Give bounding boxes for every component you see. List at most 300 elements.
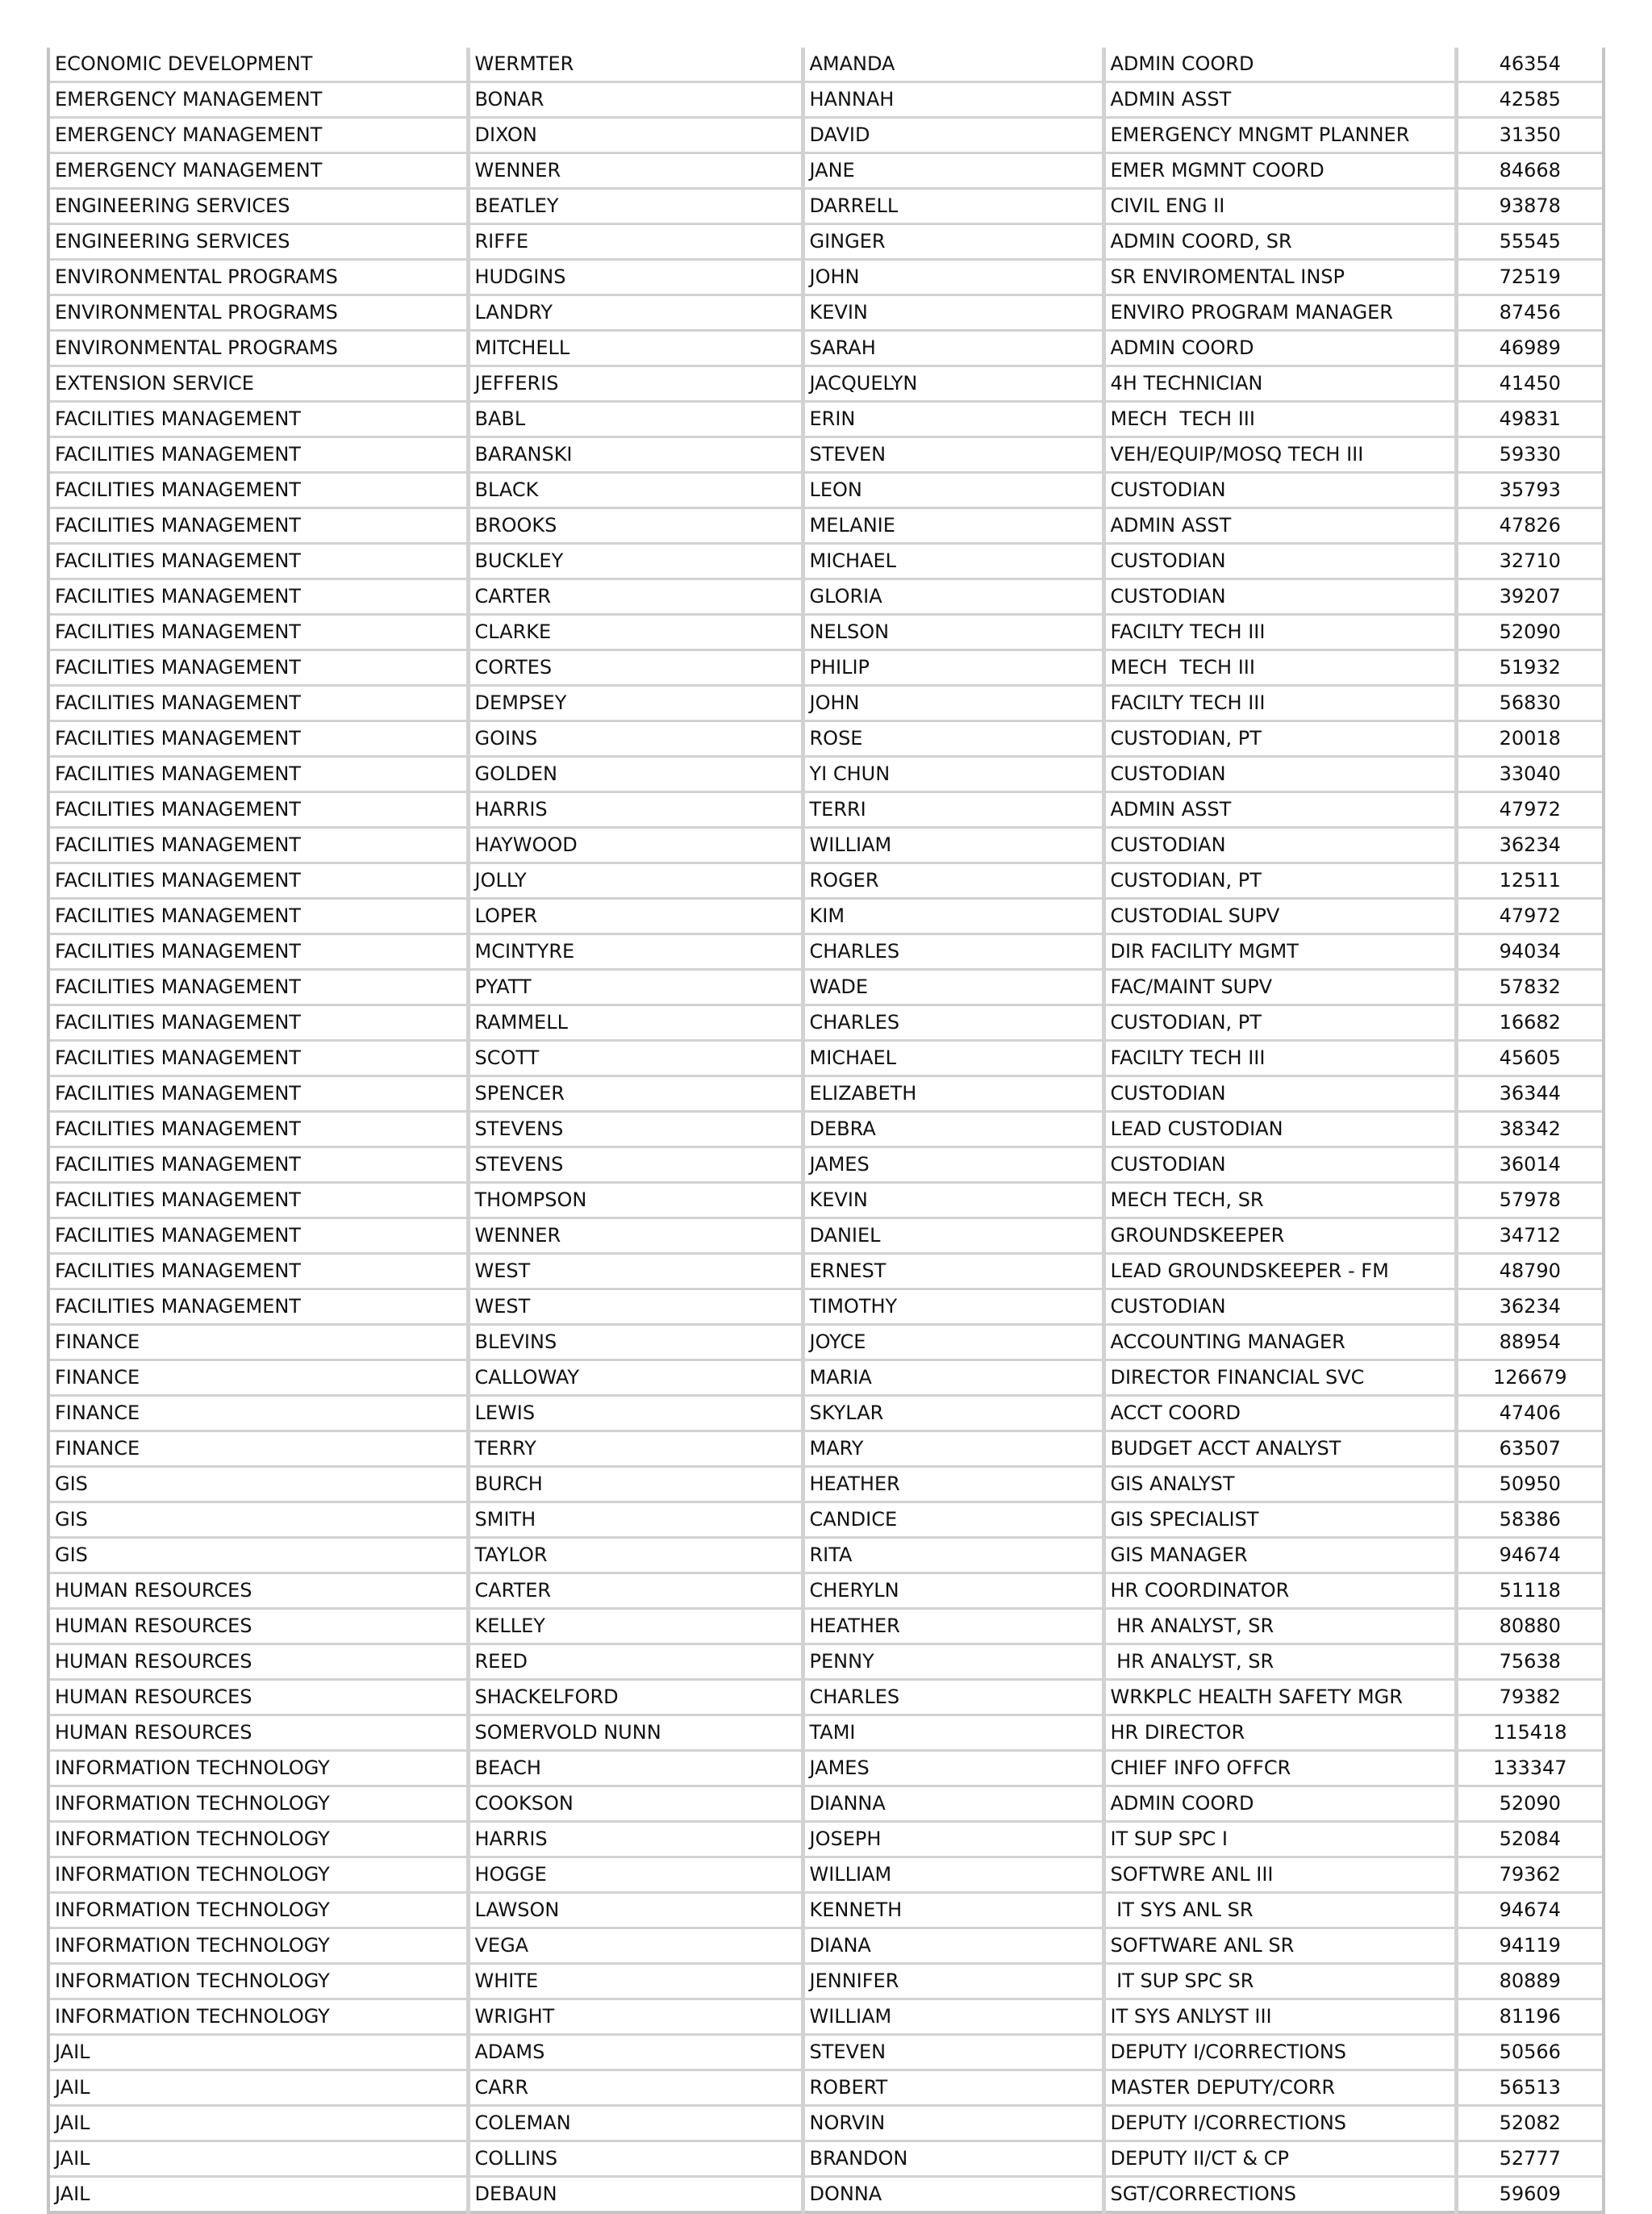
salary-cell: 94674 [1456, 1893, 1604, 1928]
table-row [48, 1289, 1604, 1325]
first-name-cell: SARAH [803, 331, 1103, 366]
job-title-cell: DEPUTY I/CORRECTIONS [1103, 2106, 1456, 2141]
last-name-cell: KELLEY [468, 1609, 803, 1644]
job-title-cell: CUSTODIAN [1103, 1076, 1456, 1112]
last-name-cell: SCOTT [468, 1041, 803, 1076]
department-cell: FACILITIES MANAGEMENT [48, 544, 468, 579]
first-name-cell: JOYCE [803, 1325, 1103, 1360]
department-cell: ENGINEERING SERVICES [48, 189, 468, 224]
last-name-cell: CARTER [468, 579, 803, 615]
table-row [48, 366, 1604, 402]
job-title-cell: FACILTY TECH III [1103, 1041, 1456, 1076]
last-name-cell: CALLOWAY [468, 1360, 803, 1396]
first-name-cell: GLORIA [803, 579, 1103, 615]
table-row [48, 1751, 1604, 1786]
first-name-cell: WILLIAM [803, 828, 1103, 863]
department-cell: FINANCE [48, 1431, 468, 1467]
table-row [48, 1325, 1604, 1360]
job-title-cell: MASTER DEPUTY/CORR [1103, 2070, 1456, 2106]
job-title-cell: SOFTWARE ANL SR [1103, 1928, 1456, 1964]
salary-cell: 45605 [1456, 1041, 1604, 1076]
last-name-cell: BARANSKI [468, 437, 803, 473]
department-cell: FACILITIES MANAGEMENT [48, 437, 468, 473]
last-name-cell: SOMERVOLD NUNN [468, 1715, 803, 1751]
job-title-cell: IT SYS ANLYST III [1103, 1999, 1456, 2035]
table-row [48, 2177, 1604, 2213]
job-title-cell: CUSTODIAN [1103, 757, 1456, 792]
job-title-cell: DIRECTOR FINANCIAL SVC [1103, 1360, 1456, 1396]
table-row [48, 934, 1604, 970]
table-row [48, 1928, 1604, 1964]
department-cell: GIS [48, 1538, 468, 1573]
first-name-cell: JAMES [803, 1147, 1103, 1183]
last-name-cell: HAYWOOD [468, 828, 803, 863]
department-cell: FACILITIES MANAGEMENT [48, 721, 468, 757]
salary-cell: 47826 [1456, 508, 1604, 544]
first-name-cell: DIANNA [803, 1786, 1103, 1822]
job-title-cell: CUSTODIAN [1103, 579, 1456, 615]
first-name-cell: KENNETH [803, 1893, 1103, 1928]
table-row [48, 1715, 1604, 1751]
job-title-cell: VEH/EQUIP/MOSQ TECH III [1103, 437, 1456, 473]
department-cell: HUMAN RESOURCES [48, 1715, 468, 1751]
salary-cell: 47972 [1456, 792, 1604, 828]
table-row [48, 402, 1604, 437]
last-name-cell: VEGA [468, 1928, 803, 1964]
job-title-cell: ACCOUNTING MANAGER [1103, 1325, 1456, 1360]
job-title-cell: HR ANALYST, SR [1103, 1644, 1456, 1680]
salary-cell: 48790 [1456, 1254, 1604, 1289]
first-name-cell: JENNIFER [803, 1964, 1103, 1999]
salary-cell: 79362 [1456, 1857, 1604, 1893]
last-name-cell: BLEVINS [468, 1325, 803, 1360]
last-name-cell: CARR [468, 2070, 803, 2106]
last-name-cell: CARTER [468, 1573, 803, 1609]
salary-cell: 52084 [1456, 1822, 1604, 1857]
salary-cell: 47406 [1456, 1396, 1604, 1431]
last-name-cell: HOGGE [468, 1857, 803, 1893]
department-cell: FACILITIES MANAGEMENT [48, 402, 468, 437]
department-cell: FACILITIES MANAGEMENT [48, 650, 468, 686]
first-name-cell: WILLIAM [803, 1857, 1103, 1893]
job-title-cell: DEPUTY I/CORRECTIONS [1103, 2035, 1456, 2070]
last-name-cell: PYATT [468, 970, 803, 1005]
department-cell: HUMAN RESOURCES [48, 1644, 468, 1680]
first-name-cell: TAMI [803, 1715, 1103, 1751]
job-title-cell: FAC/MAINT SUPV [1103, 970, 1456, 1005]
first-name-cell: HANNAH [803, 82, 1103, 118]
salary-cell: 133347 [1456, 1751, 1604, 1786]
salary-cell: 35793 [1456, 473, 1604, 508]
first-name-cell: ERIN [803, 402, 1103, 437]
department-cell: EMERGENCY MANAGEMENT [48, 82, 468, 118]
first-name-cell: DIANA [803, 1928, 1103, 1964]
salary-cell: 49831 [1456, 402, 1604, 437]
department-cell: ENVIRONMENTAL PROGRAMS [48, 295, 468, 331]
last-name-cell: DEMPSEY [468, 686, 803, 721]
table-row [48, 970, 1604, 1005]
last-name-cell: DIXON [468, 118, 803, 153]
first-name-cell: HEATHER [803, 1467, 1103, 1502]
department-cell: INFORMATION TECHNOLOGY [48, 1928, 468, 1964]
table-row [48, 544, 1604, 579]
first-name-cell: STEVEN [803, 2035, 1103, 2070]
last-name-cell: HARRIS [468, 1822, 803, 1857]
first-name-cell: KIM [803, 899, 1103, 934]
table-row [48, 224, 1604, 260]
first-name-cell: JAMES [803, 1751, 1103, 1786]
department-cell: JAIL [48, 2035, 468, 2070]
job-title-cell: FACILTY TECH III [1103, 615, 1456, 650]
first-name-cell: YI CHUN [803, 757, 1103, 792]
table-row [48, 1112, 1604, 1147]
table-row [48, 721, 1604, 757]
table-row [48, 1218, 1604, 1254]
salary-cell: 36344 [1456, 1076, 1604, 1112]
salary-cell: 51118 [1456, 1573, 1604, 1609]
salary-cell: 57978 [1456, 1183, 1604, 1218]
salary-cell: 94034 [1456, 934, 1604, 970]
first-name-cell: ROBERT [803, 2070, 1103, 2106]
department-cell: FACILITIES MANAGEMENT [48, 792, 468, 828]
first-name-cell: ERNEST [803, 1254, 1103, 1289]
department-cell: JAIL [48, 2106, 468, 2141]
last-name-cell: BONAR [468, 82, 803, 118]
last-name-cell: BLACK [468, 473, 803, 508]
table-row [48, 1076, 1604, 1112]
department-cell: FACILITIES MANAGEMENT [48, 1183, 468, 1218]
table-row [48, 331, 1604, 366]
job-title-cell: SOFTWRE ANL III [1103, 1857, 1456, 1893]
table-row [48, 1644, 1604, 1680]
salary-cell: 80889 [1456, 1964, 1604, 1999]
last-name-cell: THOMPSON [468, 1183, 803, 1218]
first-name-cell: ELIZABETH [803, 1076, 1103, 1112]
department-cell: FINANCE [48, 1360, 468, 1396]
salary-cell: 79382 [1456, 1680, 1604, 1715]
last-name-cell: RAMMELL [468, 1005, 803, 1041]
salary-cell: 72519 [1456, 260, 1604, 295]
department-cell: INFORMATION TECHNOLOGY [48, 1822, 468, 1857]
last-name-cell: LAWSON [468, 1893, 803, 1928]
department-cell: FACILITIES MANAGEMENT [48, 757, 468, 792]
first-name-cell: KEVIN [803, 1183, 1103, 1218]
job-title-cell: ADMIN ASST [1103, 792, 1456, 828]
salary-cell: 20018 [1456, 721, 1604, 757]
salary-cell: 42585 [1456, 82, 1604, 118]
salary-cell: 39207 [1456, 579, 1604, 615]
table-row [48, 2106, 1604, 2141]
salary-cell: 16682 [1456, 1005, 1604, 1041]
last-name-cell: ADAMS [468, 2035, 803, 2070]
job-title-cell: ADMIN COORD [1103, 48, 1456, 82]
job-title-cell: HR ANALYST, SR [1103, 1609, 1456, 1644]
table-row [48, 579, 1604, 615]
table-row [48, 1680, 1604, 1715]
table-row [48, 1360, 1604, 1396]
first-name-cell: MARY [803, 1431, 1103, 1467]
department-cell: FACILITIES MANAGEMENT [48, 615, 468, 650]
table-row [48, 508, 1604, 544]
job-title-cell: GIS ANALYST [1103, 1467, 1456, 1502]
department-cell: INFORMATION TECHNOLOGY [48, 1999, 468, 2035]
table-row [48, 118, 1604, 153]
table-row [48, 792, 1604, 828]
table-row [48, 1538, 1604, 1573]
last-name-cell: BEACH [468, 1751, 803, 1786]
department-cell: INFORMATION TECHNOLOGY [48, 1786, 468, 1822]
last-name-cell: GOLDEN [468, 757, 803, 792]
last-name-cell: SPENCER [468, 1076, 803, 1112]
department-cell: INFORMATION TECHNOLOGY [48, 1964, 468, 1999]
table-row [48, 260, 1604, 295]
last-name-cell: HARRIS [468, 792, 803, 828]
salary-cell: 126679 [1456, 1360, 1604, 1396]
salary-cell: 36234 [1456, 828, 1604, 863]
first-name-cell: WILLIAM [803, 1999, 1103, 2035]
table-row [48, 1431, 1604, 1467]
department-cell: HUMAN RESOURCES [48, 1680, 468, 1715]
department-cell: EMERGENCY MANAGEMENT [48, 153, 468, 189]
table-row [48, 1786, 1604, 1822]
department-cell: GIS [48, 1502, 468, 1538]
job-title-cell: CUSTODIAN [1103, 1147, 1456, 1183]
table-row [48, 1893, 1604, 1928]
department-cell: FACILITIES MANAGEMENT [48, 828, 468, 863]
last-name-cell: JEFFERIS [468, 366, 803, 402]
last-name-cell: RIFFE [468, 224, 803, 260]
table-row [48, 153, 1604, 189]
job-title-cell: CUSTODIAL SUPV [1103, 899, 1456, 934]
job-title-cell: MECH TECH III [1103, 650, 1456, 686]
first-name-cell: HEATHER [803, 1609, 1103, 1644]
table-row [48, 863, 1604, 899]
last-name-cell: BEATLEY [468, 189, 803, 224]
salary-cell: 52082 [1456, 2106, 1604, 2141]
last-name-cell: CORTES [468, 650, 803, 686]
salary-cell: 47972 [1456, 899, 1604, 934]
job-title-cell: GROUNDSKEEPER [1103, 1218, 1456, 1254]
first-name-cell: GINGER [803, 224, 1103, 260]
job-title-cell: EMER MGMNT COORD [1103, 153, 1456, 189]
first-name-cell: DEBRA [803, 1112, 1103, 1147]
table-row [48, 473, 1604, 508]
job-title-cell: FACILTY TECH III [1103, 686, 1456, 721]
first-name-cell: JOHN [803, 260, 1103, 295]
first-name-cell: DARRELL [803, 189, 1103, 224]
last-name-cell: COLLINS [468, 2141, 803, 2177]
table-row [48, 1183, 1604, 1218]
job-title-cell: SGT/CORRECTIONS [1103, 2177, 1456, 2213]
table-row [48, 899, 1604, 934]
table-row [48, 1609, 1604, 1644]
salary-cell: 38342 [1456, 1112, 1604, 1147]
job-title-cell: ADMIN COORD [1103, 331, 1456, 366]
department-cell: FACILITIES MANAGEMENT [48, 1112, 468, 1147]
salary-cell: 58386 [1456, 1502, 1604, 1538]
first-name-cell: PHILIP [803, 650, 1103, 686]
first-name-cell: STEVEN [803, 437, 1103, 473]
first-name-cell: MARIA [803, 1360, 1103, 1396]
job-title-cell: BUDGET ACCT ANALYST [1103, 1431, 1456, 1467]
department-cell: FACILITIES MANAGEMENT [48, 1289, 468, 1325]
last-name-cell: GOINS [468, 721, 803, 757]
first-name-cell: JOHN [803, 686, 1103, 721]
last-name-cell: STEVENS [468, 1112, 803, 1147]
first-name-cell: CANDICE [803, 1502, 1103, 1538]
table-row [48, 1147, 1604, 1183]
job-title-cell: ENVIRO PROGRAM MANAGER [1103, 295, 1456, 331]
job-title-cell: CIVIL ENG II [1103, 189, 1456, 224]
salary-cell: 52090 [1456, 1786, 1604, 1822]
last-name-cell: HUDGINS [468, 260, 803, 295]
salary-cell: 93878 [1456, 189, 1604, 224]
table-row [48, 1254, 1604, 1289]
table-row [48, 189, 1604, 224]
first-name-cell: JOSEPH [803, 1822, 1103, 1857]
last-name-cell: WENNER [468, 153, 803, 189]
salary-cell: 32710 [1456, 544, 1604, 579]
last-name-cell: COLEMAN [468, 2106, 803, 2141]
table-row [48, 1999, 1604, 2035]
department-cell: GIS [48, 1467, 468, 1502]
last-name-cell: BURCH [468, 1467, 803, 1502]
table-row [48, 1005, 1604, 1041]
table-row [48, 1502, 1604, 1538]
first-name-cell: CHARLES [803, 1005, 1103, 1041]
job-title-cell: 4H TECHNICIAN [1103, 366, 1456, 402]
job-title-cell: CUSTODIAN, PT [1103, 721, 1456, 757]
last-name-cell: WHITE [468, 1964, 803, 1999]
salary-cell: 80880 [1456, 1609, 1604, 1644]
first-name-cell: RITA [803, 1538, 1103, 1573]
department-cell: FACILITIES MANAGEMENT [48, 473, 468, 508]
job-title-cell: CUSTODIAN, PT [1103, 1005, 1456, 1041]
last-name-cell: WERMTER [468, 48, 803, 82]
first-name-cell: ROSE [803, 721, 1103, 757]
department-cell: FACILITIES MANAGEMENT [48, 579, 468, 615]
first-name-cell: JANE [803, 153, 1103, 189]
salary-cell: 52090 [1456, 615, 1604, 650]
first-name-cell: ROGER [803, 863, 1103, 899]
first-name-cell: MELANIE [803, 508, 1103, 544]
table-row [48, 1573, 1604, 1609]
last-name-cell: WEST [468, 1289, 803, 1325]
salary-cell: 57832 [1456, 970, 1604, 1005]
salary-cell: 81196 [1456, 1999, 1604, 2035]
department-cell: EXTENSION SERVICE [48, 366, 468, 402]
department-cell: FACILITIES MANAGEMENT [48, 934, 468, 970]
salary-cell: 55545 [1456, 224, 1604, 260]
department-cell: FACILITIES MANAGEMENT [48, 1147, 468, 1183]
table-row [48, 2141, 1604, 2177]
table-row [48, 757, 1604, 792]
salary-cell: 46989 [1456, 331, 1604, 366]
first-name-cell: DONNA [803, 2177, 1103, 2213]
job-title-cell: IT SUP SPC SR [1103, 1964, 1456, 1999]
last-name-cell: WEST [468, 1254, 803, 1289]
salary-cell: 50566 [1456, 2035, 1604, 2070]
last-name-cell: BUCKLEY [468, 544, 803, 579]
table-row [48, 2035, 1604, 2070]
salary-cell: 33040 [1456, 757, 1604, 792]
department-cell: FACILITIES MANAGEMENT [48, 899, 468, 934]
department-cell: INFORMATION TECHNOLOGY [48, 1751, 468, 1786]
job-title-cell: ADMIN ASST [1103, 82, 1456, 118]
job-title-cell: HR COORDINATOR [1103, 1573, 1456, 1609]
job-title-cell: EMERGENCY MNGMT PLANNER [1103, 118, 1456, 153]
table-row [48, 48, 1604, 82]
table-row [48, 82, 1604, 118]
job-title-cell: ADMIN COORD, SR [1103, 224, 1456, 260]
employee-table-body [48, 48, 1604, 2212]
last-name-cell: REED [468, 1644, 803, 1680]
last-name-cell: SHACKELFORD [468, 1680, 803, 1715]
first-name-cell: MICHAEL [803, 1041, 1103, 1076]
department-cell: HUMAN RESOURCES [48, 1609, 468, 1644]
table-row [48, 437, 1604, 473]
first-name-cell: KEVIN [803, 295, 1103, 331]
last-name-cell: LOPER [468, 899, 803, 934]
first-name-cell: JACQUELYN [803, 366, 1103, 402]
job-title-cell: CUSTODIAN [1103, 473, 1456, 508]
job-title-cell: LEAD GROUNDSKEEPER - FM [1103, 1254, 1456, 1289]
employee-table [47, 48, 1605, 2214]
first-name-cell: CHARLES [803, 934, 1103, 970]
first-name-cell: LEON [803, 473, 1103, 508]
salary-cell: 59330 [1456, 437, 1604, 473]
last-name-cell: STEVENS [468, 1147, 803, 1183]
department-cell: FACILITIES MANAGEMENT [48, 1254, 468, 1289]
job-title-cell: DEPUTY II/CT & CP [1103, 2141, 1456, 2177]
last-name-cell: BABL [468, 402, 803, 437]
last-name-cell: COOKSON [468, 1786, 803, 1822]
salary-cell: 52777 [1456, 2141, 1604, 2177]
last-name-cell: LEWIS [468, 1396, 803, 1431]
job-title-cell: DIR FACILITY MGMT [1103, 934, 1456, 970]
first-name-cell: WADE [803, 970, 1103, 1005]
department-cell: ENGINEERING SERVICES [48, 224, 468, 260]
job-title-cell: GIS SPECIALIST [1103, 1502, 1456, 1538]
table-row [48, 686, 1604, 721]
first-name-cell: SKYLAR [803, 1396, 1103, 1431]
last-name-cell: TERRY [468, 1431, 803, 1467]
job-title-cell: ADMIN COORD [1103, 1786, 1456, 1822]
department-cell: ENVIRONMENTAL PROGRAMS [48, 260, 468, 295]
salary-cell: 36014 [1456, 1147, 1604, 1183]
department-cell: FINANCE [48, 1396, 468, 1431]
table-row [48, 828, 1604, 863]
table-row [48, 295, 1604, 331]
first-name-cell: DAVID [803, 118, 1103, 153]
salary-cell: 87456 [1456, 295, 1604, 331]
department-cell: FINANCE [48, 1325, 468, 1360]
job-title-cell: LEAD CUSTODIAN [1103, 1112, 1456, 1147]
table-row [48, 1396, 1604, 1431]
table-row [48, 650, 1604, 686]
job-title-cell: MECH TECH, SR [1103, 1183, 1456, 1218]
last-name-cell: JOLLY [468, 863, 803, 899]
table-row [48, 1041, 1604, 1076]
last-name-cell: SMITH [468, 1502, 803, 1538]
first-name-cell: DANIEL [803, 1218, 1103, 1254]
last-name-cell: WENNER [468, 1218, 803, 1254]
job-title-cell: ACCT COORD [1103, 1396, 1456, 1431]
job-title-cell: WRKPLC HEALTH SAFETY MGR [1103, 1680, 1456, 1715]
department-cell: EMERGENCY MANAGEMENT [48, 118, 468, 153]
last-name-cell: TAYLOR [468, 1538, 803, 1573]
table-row [48, 615, 1604, 650]
